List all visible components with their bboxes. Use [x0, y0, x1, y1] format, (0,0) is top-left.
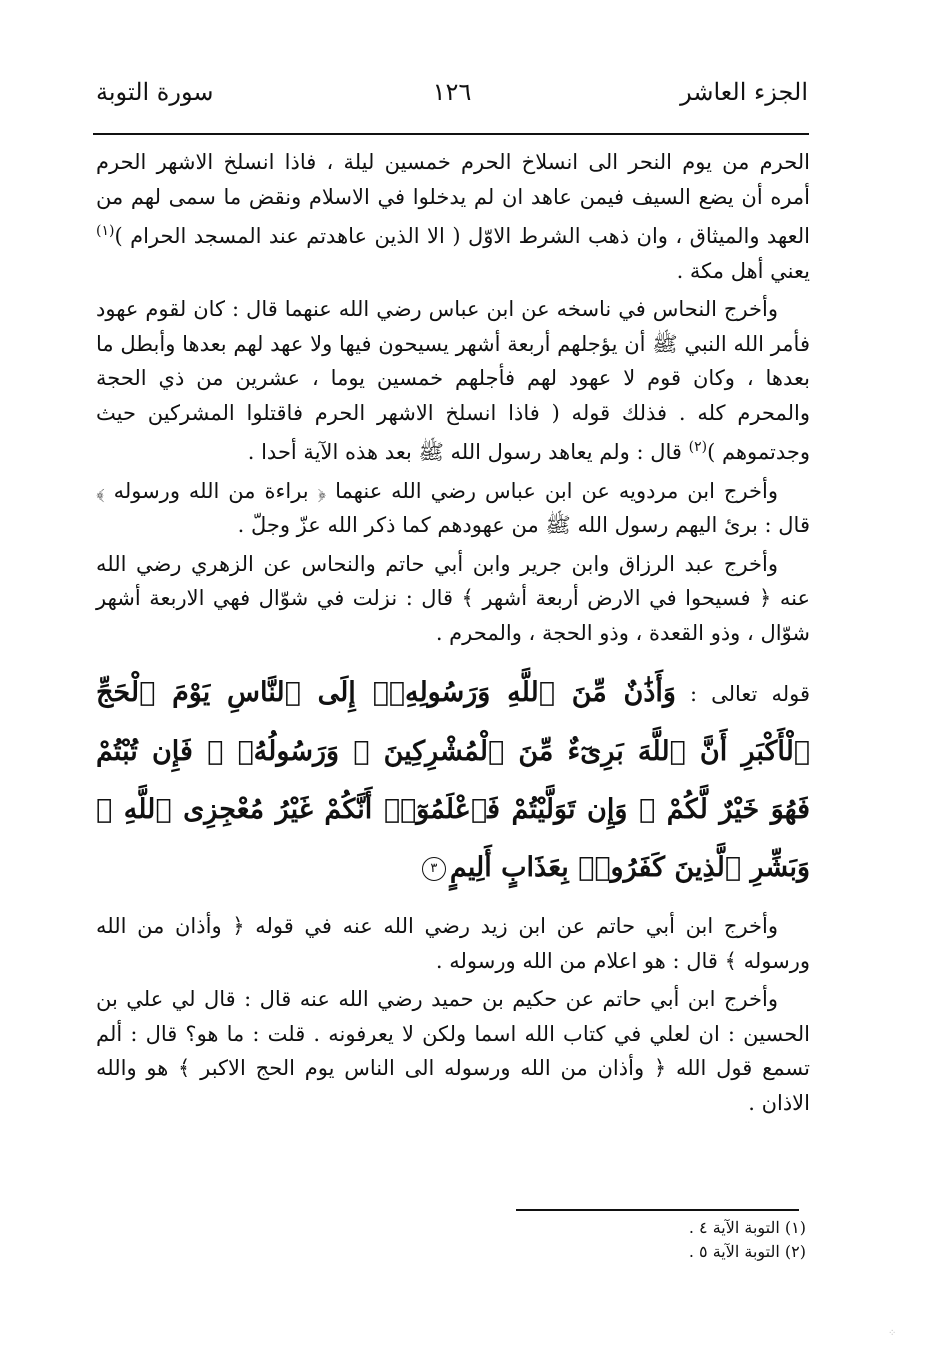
scan-speck: ⁘: [888, 1328, 897, 1339]
footnote-2: (٢) التوبة الآية ٥ .: [688, 1242, 806, 1261]
page-number: ١٢٦: [432, 78, 472, 106]
volume-title: الجزء العاشر: [680, 78, 808, 106]
verse-number-marker: ٣: [422, 857, 446, 881]
paragraph-text: وأخرج ابن أبي حاتم عن ابن زيد رضي الله عنه في قوله ﴿ وأذان من الله ورسوله ﴾ قال : هو اعلام من الله ورسوله .: [96, 914, 810, 973]
paragraph-3: [96, 474, 810, 543]
footnote-divider: [516, 1209, 799, 1211]
paragraph-2: [96, 292, 810, 470]
paragraph-text: وأخرج ابن أبي حاتم عن حكيم بن حميد رضي الله عنه قال : قال لي علي بن الحسين : ان لعلي في كتاب الله اسما ولكن لا يعرفونه . قلت : ما هو؟ قال : ألم تسمع قول الله ﴿ وأذان من الله ورسوله الى الناس يوم الحج الاكبر ﴾ هو والله الاذان .: [96, 987, 810, 1115]
header-divider: [93, 133, 809, 135]
verse-text: وَأَذَٰنٌ مِّنَ ٱللَّهِ وَرَسُولِهِۦٓ إِلَى ٱلنَّاسِ يَوْمَ ٱلْحَجِّ ٱلْأَكْبَرِ أَنَّ ٱللَّهَ بَرِىٓءٌ مِّنَ ٱلْمُشْرِكِينَ ۙ وَرَسُولُهُۥ ۚ فَإِن تُبْتُمْ فَهُوَ خَيْرٌ لَّكُمْ ۖ وَإِن تَوَلَّيْتُمْ فَٱعْلَمُوٓا۟ أَنَّكُمْ غَيْرُ مُعْجِزِى ٱللَّهِ ۗ وَبَشِّرِ ٱلَّذِينَ كَفَرُوا۟ بِعَذَابٍ أَلِيمٍ: [96, 677, 810, 883]
paragraph-text: وأخرج ابن مردويه عن ابن عباس رضي الله عنهما ﴿ براءة من الله ورسوله ﴾ قال : برئ اليهم رسول الله ﷺ من عهودهم كما ذكر الله عزّ وجلّ .: [96, 478, 810, 537]
page-body: [96, 145, 810, 1124]
footnote-ref: (٢): [688, 439, 708, 455]
footnote-1: (١) التوبة الآية ٤ .: [688, 1218, 806, 1237]
quran-verse: [96, 664, 810, 897]
paragraph-6: [96, 982, 810, 1120]
paragraph-text: وأخرج عبد الرزاق وابن جرير وابن أبي حاتم والنحاس عن الزهري رضي الله عنه ﴿ فسيحوا في الارض أربعة أشهر ﴾ قال : نزلت في شوّال فهي الاربعة أشهر شوّال ، وذو القعدة ، وذو الحجة ، والمحرم .: [96, 551, 810, 645]
surah-title: سورة التوبة: [96, 78, 214, 106]
footnote-ref: (١): [96, 223, 115, 239]
page-header: [96, 78, 808, 118]
paragraph-tail: يعني أهل مكة .: [676, 258, 810, 283]
paragraph-1: [96, 145, 810, 288]
paragraph-tail: قال : ولم يعاهد رسول الله ﷺ بعد هذه الآية أحدا .: [247, 440, 689, 464]
verse-intro: قوله تعالى :: [675, 682, 810, 706]
footnotes: [506, 1216, 806, 1264]
paragraph-4: [96, 547, 810, 651]
paragraph-5: [96, 909, 810, 978]
paragraph-text: وأخرج النحاس في ناسخه عن ابن عباس رضي الله عنهما قال : كان لقوم عهود فأمر الله النبي ﷺ أن يؤجلهم أربعة أشهر يسيحون فيها ولا عهد لهم بعدها وأبطل ما بعدها ، وكان قوم لا عهود لهم فأجلهم خمسين يوما ، عشرين من ذي الحجة والمحرم كله . فذلك قوله ( فاذا انسلخ الاشهر الحرم فاقتلوا المشركين حيث وجدتموهم ): [96, 297, 810, 464]
paragraph-text: الحرم من يوم النحر الى انسلاخ الحرم خمسين ليلة ، فاذا انسلخ الاشهر الحرم أمره أن يضع السيف فيمن عاهد ان لم يدخلوا في الاسلام ونقض ما سمى لهم من العهد والميثاق ، وان ذهب الشرط الاوّل ( الا الذين عاهدتم عند المسجد الحرام ): [96, 150, 810, 248]
